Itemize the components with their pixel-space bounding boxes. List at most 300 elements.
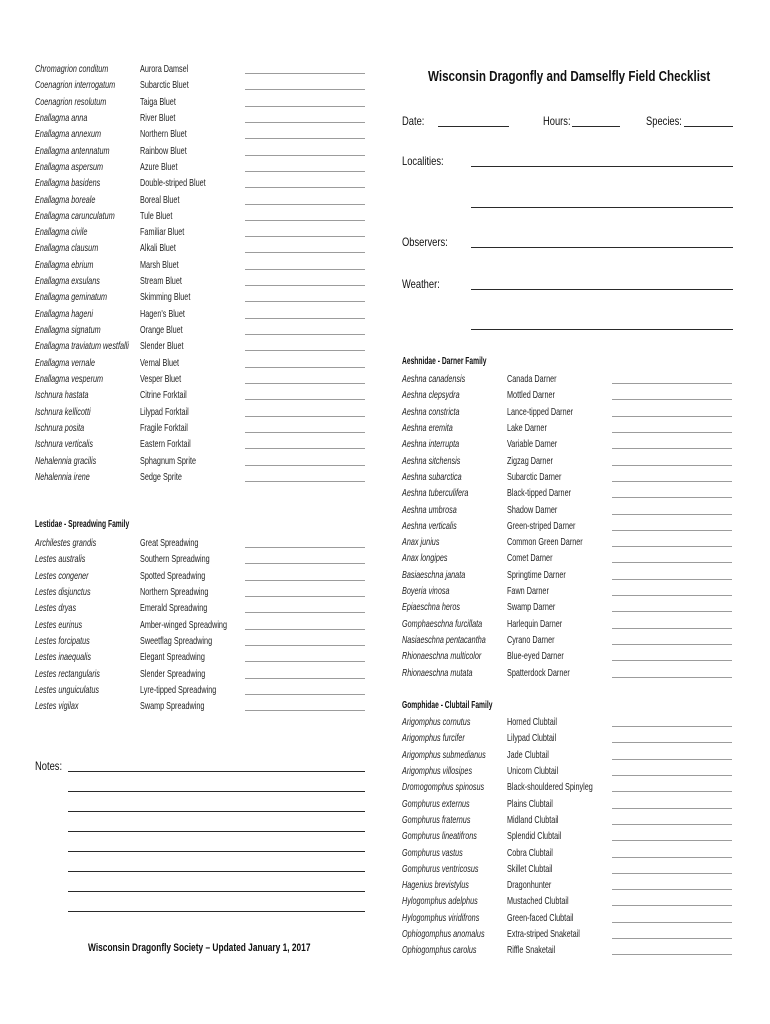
- species-row: [35, 682, 365, 698]
- scientific-name: Enallagma aspersum: [35, 160, 104, 173]
- checklist-blank: [245, 338, 365, 351]
- scientific-name: Gomphaeschna furcillata: [402, 617, 483, 630]
- checklist-blank: [245, 404, 365, 417]
- scientific-name: Aeshna sitchensis: [402, 454, 461, 467]
- common-name: Great Spreadwing: [140, 537, 199, 549]
- checklist-blank: [612, 828, 732, 841]
- common-name: Lilypad Forktail: [140, 405, 189, 418]
- checklist-blank: [612, 796, 732, 809]
- common-name: Slender Bluet: [140, 340, 184, 353]
- checklist-blank: [612, 534, 732, 547]
- common-name: Jade Clubtail: [507, 748, 549, 761]
- species-row: [402, 502, 732, 518]
- common-name: Azure Bluet: [140, 160, 178, 173]
- common-name: Sedge Sprite: [140, 470, 182, 483]
- scientific-name: Lestes australis: [35, 553, 86, 566]
- checklist-blank: [612, 910, 732, 923]
- damselfly-species-list: [35, 61, 365, 485]
- species-row: [402, 632, 732, 648]
- scientific-name: Arigomphus villosipes: [402, 764, 473, 777]
- species-row: [35, 698, 365, 714]
- scientific-name: Gomphurus externus: [402, 797, 470, 810]
- species-row: [402, 518, 732, 534]
- checklist-blank: [612, 469, 732, 482]
- common-name: Common Green Darner: [507, 536, 583, 549]
- species-row: [402, 567, 732, 583]
- common-name: Extra-striped Snaketail: [507, 928, 580, 941]
- scientific-name: Basiaeschna janata: [402, 568, 466, 581]
- scientific-name: Lestes rectangularis: [35, 667, 100, 680]
- common-name: Cyrano Darner: [507, 634, 555, 646]
- scientific-name: Enallagma clausum: [35, 242, 99, 255]
- gomphidae-species-list: [402, 714, 732, 959]
- common-name: Lake Darner: [507, 421, 547, 434]
- scientific-name: Coenagrion interrogatum: [35, 79, 116, 92]
- common-name: Rainbow Bluet: [140, 144, 187, 157]
- scientific-name: Ophiogomphus anomalus: [402, 928, 485, 941]
- checklist-blank: [245, 126, 365, 139]
- scientific-name: Anax junius: [402, 536, 440, 549]
- scientific-name: Enallagma hageni: [35, 307, 94, 320]
- common-name: Taiga Bluet: [140, 95, 176, 108]
- common-name: Black-shouldered Spinyleg: [507, 781, 593, 794]
- checklist-blank: [612, 812, 732, 825]
- checklist-blank: [245, 469, 365, 482]
- checklist-blank: [612, 599, 732, 612]
- common-name: Mustached Clubtail: [507, 895, 569, 908]
- notes-line: [68, 872, 365, 892]
- common-name: Eastern Forktail: [140, 438, 191, 451]
- notes-line: [68, 812, 365, 832]
- species-row: [35, 306, 365, 322]
- common-name: Sphagnum Sprite: [140, 454, 196, 467]
- family-heading-lestidae: Lestidae - Spreadwing Family: [35, 519, 130, 530]
- common-name: Stream Bluet: [140, 275, 182, 288]
- species-row: [402, 420, 732, 436]
- checklist-blank: [612, 714, 732, 727]
- scientific-name: Aeshna subarctica: [402, 470, 462, 483]
- scientific-name: Enallagma anna: [35, 111, 88, 124]
- notes-lines: [68, 752, 365, 912]
- scientific-name: Hylogomphus adelphus: [402, 895, 478, 908]
- species-row: [35, 551, 365, 567]
- scientific-name: Ischnura posita: [35, 421, 85, 434]
- checklist-blank: [612, 485, 732, 498]
- common-name: Subarctic Darner: [507, 470, 562, 483]
- common-name: Skimming Bluet: [140, 291, 191, 304]
- common-name: Fawn Darner: [507, 585, 549, 598]
- common-name: Lyre-tipped Spreadwing: [140, 683, 217, 696]
- checklist-blank: [245, 322, 365, 335]
- checklist-blank: [245, 420, 365, 433]
- checklist-blank: [612, 420, 732, 433]
- common-name: Marsh Bluet: [140, 258, 179, 271]
- checklist-blank: [245, 224, 365, 237]
- species-row: [35, 453, 365, 469]
- notes-line: [68, 852, 365, 872]
- common-name: Emerald Spreadwing: [140, 602, 208, 615]
- common-name: Comet Darner: [507, 552, 553, 565]
- common-name: Mottled Darner: [507, 389, 555, 402]
- scientific-name: Enallagma vernale: [35, 356, 96, 369]
- common-name: Lance-tipped Darner: [507, 405, 574, 418]
- common-name: Dragonhunter: [507, 879, 552, 892]
- species-row: [35, 257, 365, 273]
- scientific-name: Aeshna clepsydra: [402, 389, 460, 402]
- species-row: [35, 436, 365, 452]
- species-row: [402, 387, 732, 403]
- scientific-name: Aeshna eremita: [402, 421, 453, 434]
- common-name: Northern Spreadwing: [140, 585, 209, 598]
- checklist-blank: [612, 371, 732, 384]
- weather-blank-line: [471, 289, 733, 290]
- checklist-blank: [612, 763, 732, 776]
- checklist-blank: [612, 877, 732, 890]
- checklist-blank: [612, 518, 732, 531]
- common-name: Northern Bluet: [140, 128, 187, 141]
- localities-blank-line: [471, 166, 733, 167]
- common-name: Black-tipped Darner: [507, 487, 572, 500]
- checklist-blank: [245, 436, 365, 449]
- scientific-name: Lestes eurinus: [35, 618, 83, 631]
- checklist-blank: [245, 568, 365, 581]
- common-name: Swamp Spreadwing: [140, 700, 205, 713]
- species-row: [35, 535, 365, 551]
- notes-label: Notes:: [35, 759, 63, 773]
- species-row: [402, 893, 732, 909]
- species-row: [35, 143, 365, 159]
- scientific-name: Lestes unguiculatus: [35, 683, 100, 696]
- species-row: [402, 371, 732, 387]
- common-name: Green-striped Darner: [507, 519, 576, 532]
- common-name: Subarctic Bluet: [140, 79, 189, 92]
- species-row: [402, 845, 732, 861]
- species-row: [35, 355, 365, 371]
- scientific-name: Ophiogomphus carolus: [402, 944, 477, 957]
- page-title: Wisconsin Dragonfly and Damselfly Field Checklist: [428, 69, 711, 85]
- checklist-blank: [245, 666, 365, 679]
- species-row: [402, 796, 732, 812]
- scientific-name: Nehalennia gracilis: [35, 454, 97, 467]
- common-name: Shadow Darner: [507, 503, 558, 516]
- common-name: Vesper Bluet: [140, 372, 182, 385]
- scientific-name: Lestes dryas: [35, 602, 77, 615]
- species-row: [35, 338, 365, 354]
- species-row: [402, 828, 732, 844]
- checklist-blank: [245, 387, 365, 400]
- checklist-blank: [612, 845, 732, 858]
- species-row: [35, 224, 365, 240]
- common-name: Harlequin Darner: [507, 617, 563, 630]
- checklist-blank: [245, 175, 365, 188]
- species-row: [402, 665, 732, 681]
- species-count-label: Species:: [646, 114, 682, 128]
- common-name: Aurora Damsel: [140, 63, 189, 75]
- scientific-name: Enallagma basidens: [35, 177, 101, 190]
- common-name: River Bluet: [140, 111, 176, 124]
- species-row: [402, 714, 732, 730]
- common-name: Midland Clubtail: [507, 813, 559, 826]
- species-row: [402, 599, 732, 615]
- date-blank-line: [438, 126, 509, 127]
- common-name: Citrine Forktail: [140, 389, 187, 402]
- checklist-blank: [612, 550, 732, 563]
- scientific-name: Dromogomphus spinosus: [402, 781, 485, 794]
- weather-label: Weather:: [402, 277, 440, 291]
- scientific-name: Enallagma vesperum: [35, 372, 104, 385]
- species-row: [402, 436, 732, 452]
- checklist-blank: [245, 617, 365, 630]
- family-heading-gomphidae: Gomphidae - Clubtail Family: [402, 700, 493, 711]
- scientific-name: Arigomphus submedianus: [402, 748, 486, 761]
- checklist-blank: [245, 600, 365, 613]
- scientific-name: Enallagma antennatum: [35, 144, 110, 157]
- common-name: Fragile Forktail: [140, 421, 188, 434]
- checklist-blank: [612, 616, 732, 629]
- scientific-name: Gomphurus ventricosus: [402, 862, 479, 875]
- common-name: Alkali Bluet: [140, 242, 176, 255]
- species-row: [402, 812, 732, 828]
- checklist-blank: [245, 355, 365, 368]
- scientific-name: Arigomphus cornutus: [402, 716, 471, 728]
- checklist-blank: [245, 633, 365, 646]
- species-row: [402, 583, 732, 599]
- checklist-blank: [245, 535, 365, 548]
- species-row: [402, 616, 732, 632]
- species-row: [35, 600, 365, 616]
- checklist-blank: [612, 779, 732, 792]
- scientific-name: Ischnura verticalis: [35, 438, 93, 451]
- species-row: [35, 192, 365, 208]
- scientific-name: Gomphurus vastus: [402, 846, 463, 859]
- common-name: Zigzag Darner: [507, 454, 553, 467]
- checklist-blank: [612, 730, 732, 743]
- scientific-name: Gomphurus fraternus: [402, 813, 471, 826]
- scientific-name: Enallagma geminatum: [35, 291, 108, 304]
- species-row: [35, 322, 365, 338]
- species-row: [35, 584, 365, 600]
- scientific-name: Chromagrion conditum: [35, 63, 109, 75]
- scientific-name: Anax longipes: [402, 552, 448, 565]
- checklist-blank: [612, 942, 732, 955]
- species-row: [402, 877, 732, 893]
- common-name: Sweetflag Spreadwing: [140, 634, 213, 647]
- common-name: Hagen's Bluet: [140, 307, 185, 320]
- checklist-blank: [245, 273, 365, 286]
- scientific-name: Coenagrion resolutum: [35, 95, 107, 108]
- species-row: [35, 371, 365, 387]
- common-name: Lilypad Clubtail: [507, 732, 557, 745]
- species-row: [402, 550, 732, 566]
- species-count-blank-line: [684, 126, 733, 127]
- species-row: [35, 273, 365, 289]
- common-name: Spatterdock Darner: [507, 666, 570, 679]
- notes-line: [68, 832, 365, 852]
- scientific-name: Archilestes grandis: [35, 537, 97, 549]
- species-row: [35, 159, 365, 175]
- species-row: [35, 404, 365, 420]
- common-name: Double-striped Bluet: [140, 177, 206, 190]
- species-row: [402, 404, 732, 420]
- species-row: [402, 534, 732, 550]
- species-row: [35, 420, 365, 436]
- checklist-blank: [612, 893, 732, 906]
- checklist-blank: [245, 240, 365, 253]
- checklist-blank: [245, 551, 365, 564]
- species-row: [35, 208, 365, 224]
- checklist-blank: [245, 61, 365, 74]
- checklist-blank: [612, 926, 732, 939]
- common-name: Boreal Bluet: [140, 193, 180, 206]
- common-name: Amber-winged Spreadwing: [140, 618, 227, 631]
- footer-credit: Wisconsin Dragonfly Society – Updated January 1, 2017: [88, 942, 311, 954]
- hours-label: Hours:: [543, 114, 571, 128]
- notes-line: [68, 752, 365, 772]
- species-row: [402, 648, 732, 664]
- species-row: [402, 910, 732, 926]
- scientific-name: Enallagma exsulans: [35, 275, 100, 288]
- common-name: Southern Spreadwing: [140, 553, 210, 566]
- checklist-blank: [612, 502, 732, 515]
- scientific-name: Enallagma carunculatum: [35, 209, 115, 222]
- checklist-blank: [245, 289, 365, 302]
- species-row: [35, 175, 365, 191]
- scientific-name: Ischnura hastata: [35, 389, 89, 402]
- species-row: [402, 730, 732, 746]
- checklist-blank: [245, 698, 365, 711]
- scientific-name: Aeshna canadensis: [402, 373, 466, 385]
- scientific-name: Rhionaeschna mutata: [402, 666, 473, 679]
- checklist-blank: [612, 453, 732, 466]
- scientific-name: Lestes disjunctus: [35, 585, 91, 598]
- common-name: Variable Darner: [507, 438, 558, 451]
- scientific-name: Epiaeschna heros: [402, 601, 461, 614]
- common-name: Blue-eyed Darner: [507, 650, 564, 663]
- common-name: Horned Clubtail: [507, 716, 557, 728]
- checklist-blank: [245, 257, 365, 270]
- scientific-name: Hagenius brevistylus: [402, 879, 469, 892]
- checklist-blank: [245, 682, 365, 695]
- localities-label: Localities:: [402, 154, 444, 168]
- checklist-blank: [612, 387, 732, 400]
- scientific-name: Aeshna verticalis: [402, 519, 457, 532]
- scientific-name: Lestes forcipatus: [35, 634, 90, 647]
- hours-blank-line: [572, 126, 620, 127]
- checklist-blank: [612, 861, 732, 874]
- scientific-name: Enallagma boreale: [35, 193, 96, 206]
- species-row: [35, 469, 365, 485]
- common-name: Elegant Spreadwing: [140, 651, 205, 664]
- scientific-name: Gomphurus lineatifrons: [402, 830, 477, 843]
- checklist-blank: [245, 453, 365, 466]
- species-row: [35, 240, 365, 256]
- scientific-name: Aeshna constricta: [402, 405, 460, 418]
- species-row: [35, 289, 365, 305]
- checklist-blank: [612, 632, 732, 645]
- date-label: Date:: [402, 114, 425, 128]
- checklist-blank: [612, 567, 732, 580]
- species-row: [402, 779, 732, 795]
- common-name: Swamp Darner: [507, 601, 556, 614]
- common-name: Slender Spreadwing: [140, 667, 206, 680]
- species-row: [402, 926, 732, 942]
- species-row: [402, 469, 732, 485]
- scientific-name: Arigomphus furcifer: [402, 732, 465, 745]
- checklist-blank: [612, 747, 732, 760]
- species-row: [402, 485, 732, 501]
- species-row: [35, 61, 365, 77]
- common-name: Plains Clubtail: [507, 797, 553, 810]
- scientific-name: Enallagma ebrium: [35, 258, 94, 271]
- common-name: Green-faced Clubtail: [507, 911, 574, 924]
- common-name: Skillet Clubtail: [507, 862, 553, 875]
- scientific-name: Enallagma civile: [35, 226, 88, 239]
- checklist-blank: [245, 159, 365, 172]
- notes-line: [68, 772, 365, 792]
- checklist-blank: [245, 94, 365, 107]
- localities-blank-line-2: [471, 207, 733, 208]
- scientific-name: Enallagma signatum: [35, 324, 101, 336]
- scientific-name: Enallagma annexum: [35, 128, 102, 141]
- species-row: [35, 94, 365, 110]
- observers-label: Observers:: [402, 235, 448, 249]
- notes-line: [68, 792, 365, 812]
- checklist-blank: [612, 436, 732, 449]
- family-heading-aeshnidae: Aeshnidae - Darner Family: [402, 356, 487, 367]
- scientific-name: Lestes vigilax: [35, 700, 79, 713]
- checklist-blank: [245, 306, 365, 319]
- species-row: [402, 453, 732, 469]
- species-row: [35, 649, 365, 665]
- scientific-name: Aeshna interrupta: [402, 438, 460, 451]
- scientific-name: Hylogomphus viridifrons: [402, 911, 480, 924]
- species-row: [35, 387, 365, 403]
- checklist-blank: [612, 404, 732, 417]
- scientific-name: Rhionaeschna multicolor: [402, 650, 482, 663]
- checklist-blank: [245, 77, 365, 90]
- common-name: Spotted Spreadwing: [140, 569, 206, 582]
- lestidae-species-list: [35, 535, 365, 714]
- observers-blank-line: [471, 247, 733, 248]
- checklist-blank: [245, 371, 365, 384]
- common-name: Springtime Darner: [507, 568, 566, 581]
- scientific-name: Aeshna tuberculifera: [402, 487, 469, 500]
- common-name: Vernal Bluet: [140, 356, 180, 369]
- common-name: Cobra Clubtail: [507, 846, 553, 859]
- common-name: Riffle Snaketail: [507, 944, 556, 957]
- species-row: [35, 617, 365, 633]
- notes-line: [68, 892, 365, 912]
- common-name: Unicorn Clubtail: [507, 764, 559, 777]
- species-row: [402, 942, 732, 958]
- scientific-name: Nehalennia irene: [35, 470, 90, 483]
- species-row: [35, 110, 365, 126]
- scientific-name: Lestes inaequalis: [35, 651, 91, 664]
- checklist-blank: [245, 143, 365, 156]
- species-row: [402, 861, 732, 877]
- checklist-blank: [245, 584, 365, 597]
- checklist-blank: [245, 110, 365, 123]
- species-row: [35, 568, 365, 584]
- scientific-name: Aeshna umbrosa: [402, 503, 457, 516]
- scientific-name: Lestes congener: [35, 569, 89, 582]
- common-name: Orange Bluet: [140, 324, 183, 336]
- checklist-blank: [612, 583, 732, 596]
- aeshnidae-species-list: [402, 371, 732, 681]
- scientific-name: Boyeria vinosa: [402, 585, 450, 598]
- common-name: Splendid Clubtail: [507, 830, 562, 843]
- weather-blank-line-2: [471, 329, 733, 330]
